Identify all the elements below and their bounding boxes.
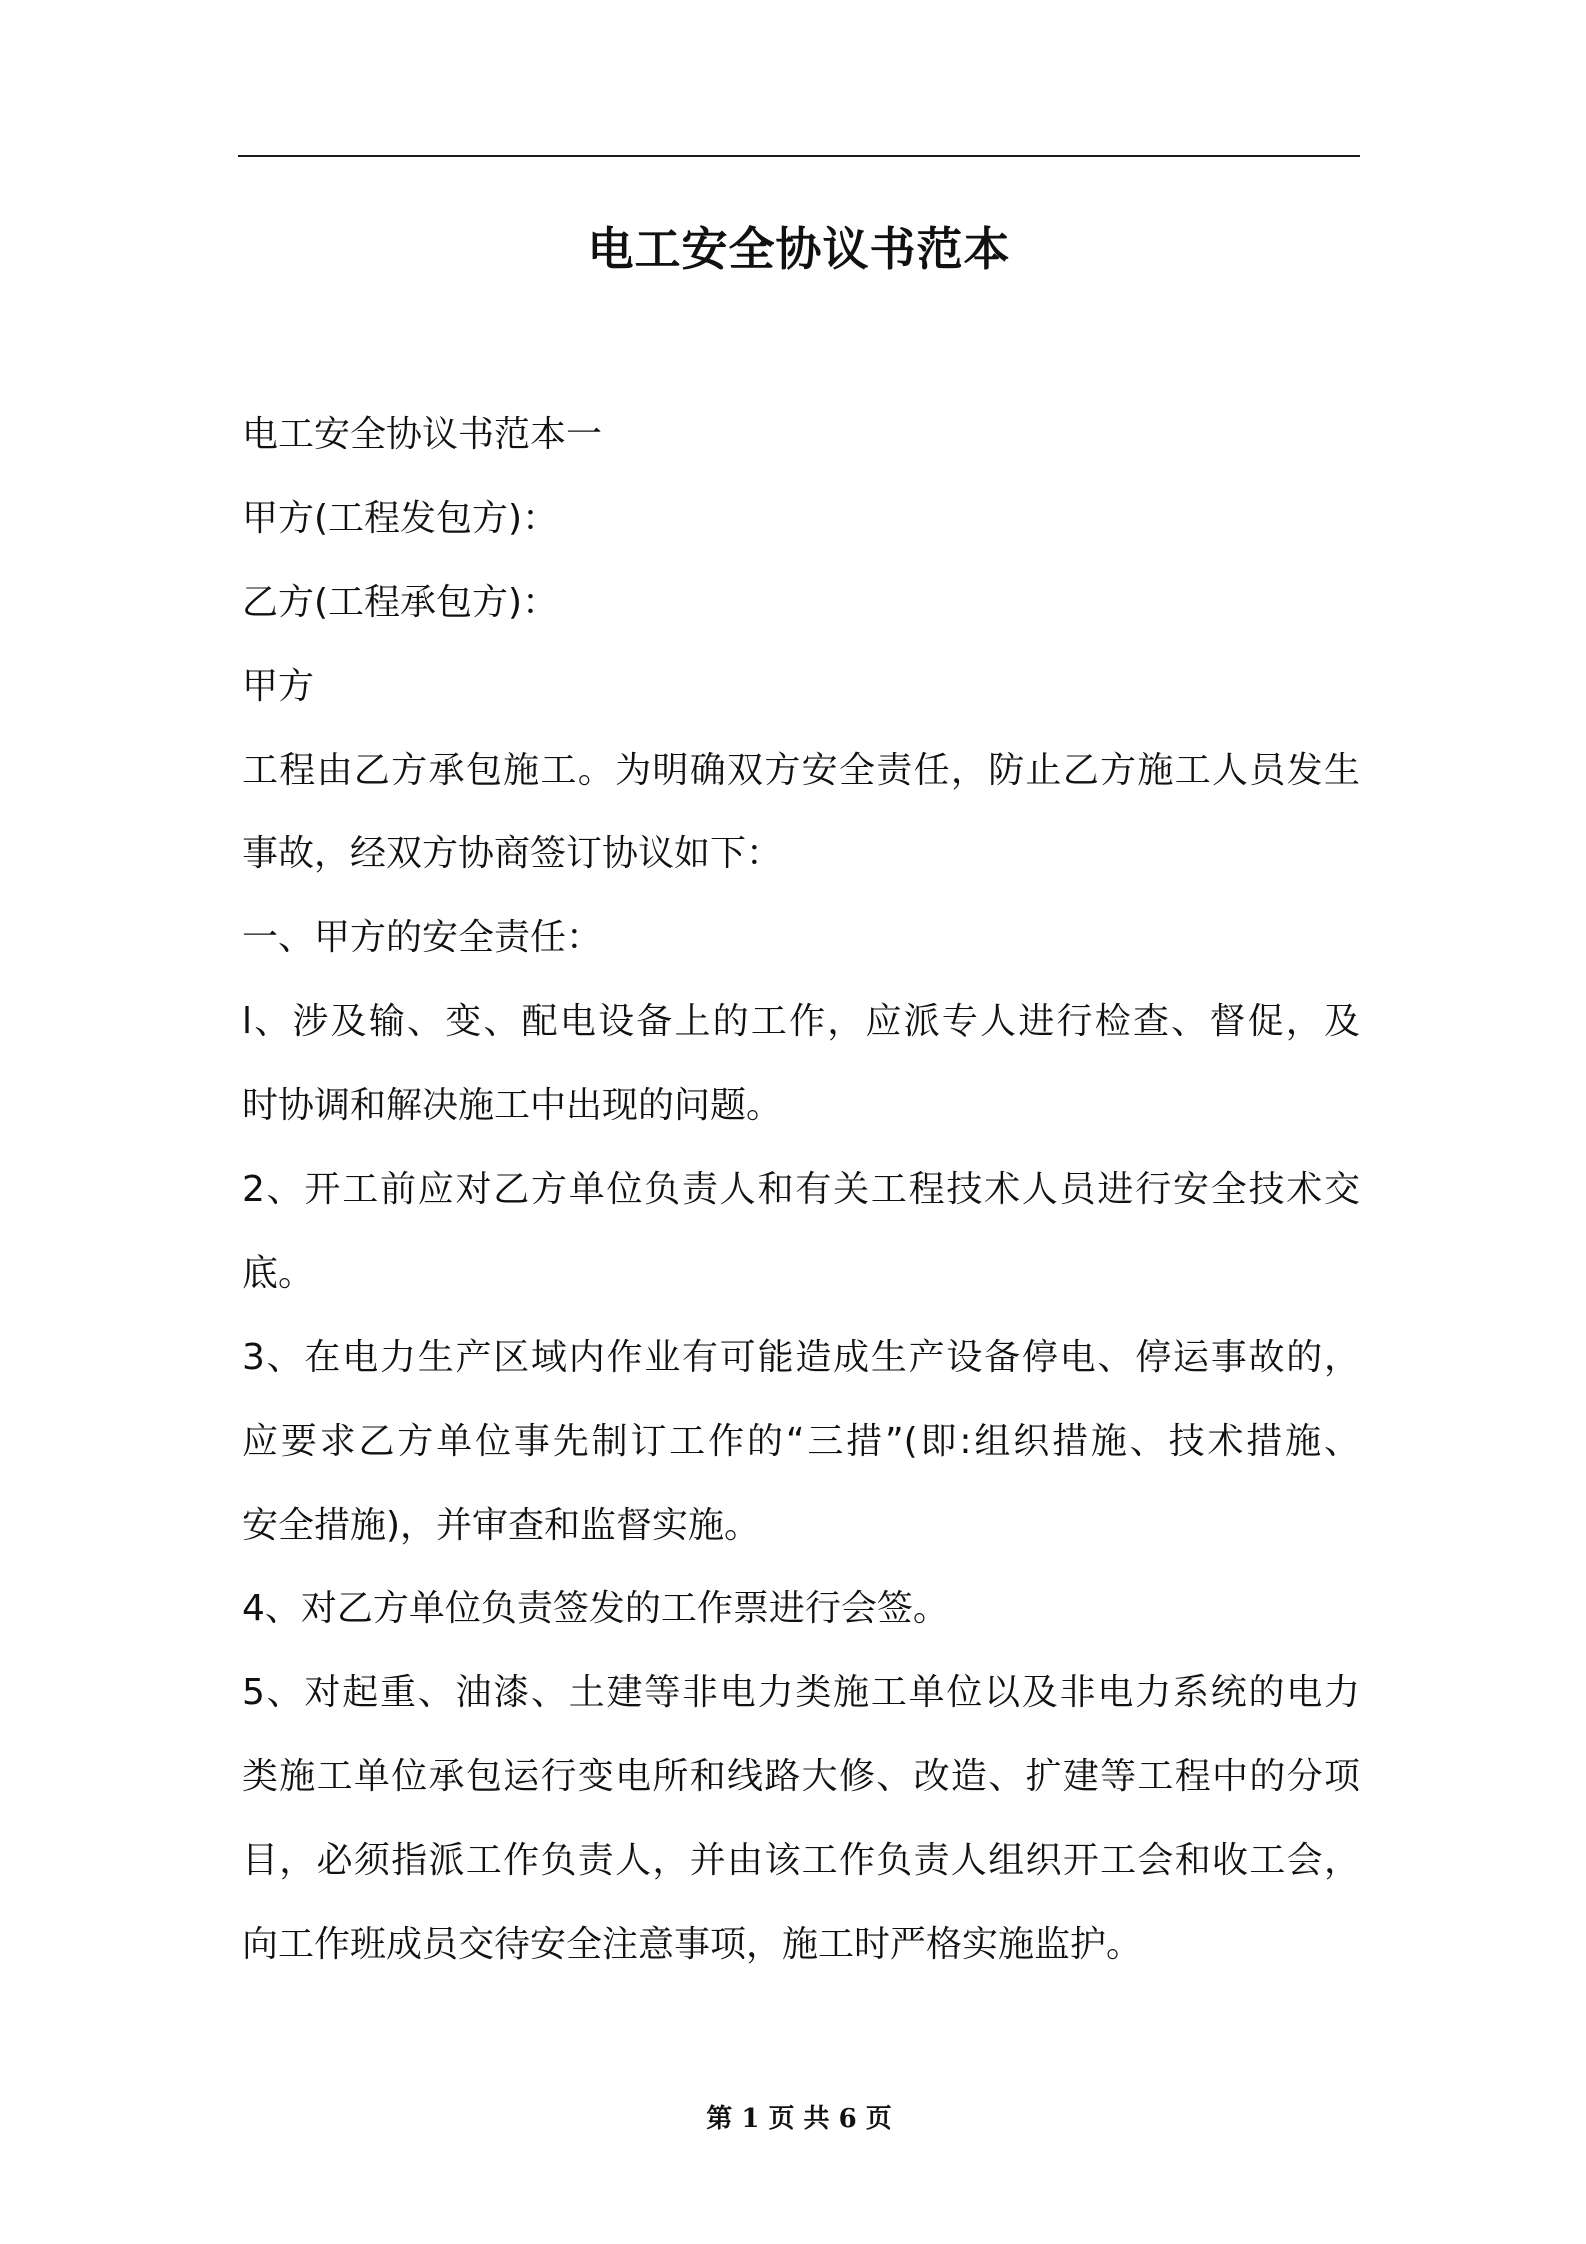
paragraph-subtitle xyxy=(242,393,1360,477)
paragraph-line: 甲方(工程发包方)： xyxy=(242,497,559,539)
paragraph-line: 3、在电力生产区域内作业有可能造成生产设备停电、停运事故的， xyxy=(242,1336,1360,1378)
paragraph xyxy=(242,645,1360,729)
paragraph-line: 2、开工前应对乙方单位负责人和有关工程技术人员进行安全技术交 xyxy=(242,1169,1360,1211)
paragraph-line: 向工作班成员交待安全注意事项，施工时严格实施监护。 xyxy=(242,1924,1143,1966)
section-heading xyxy=(242,896,1360,980)
paragraph-line: 类施工单位承包运行变电所和线路大修、改造、扩建等工程中的分项 xyxy=(242,1756,1360,1798)
paragraph-line: 甲方 xyxy=(242,665,315,707)
clause-4 xyxy=(242,1567,1360,1651)
paragraph-party-a xyxy=(242,477,1360,561)
clause-3 xyxy=(242,1316,1360,1568)
paragraph-line: 目，必须指派工作负责人，并由该工作负责人组织开工会和收工会， xyxy=(242,1840,1360,1882)
clause-5 xyxy=(242,1651,1360,1987)
paragraph-line: 安全措施)，并审查和监督实施。 xyxy=(242,1504,761,1546)
paragraph-line: l、涉及输、变、配电设备上的工作，应派专人进行检查、督促，及 xyxy=(242,1001,1360,1043)
paragraph-line: 4、对乙方单位负责签发的工作票进行会签。 xyxy=(242,1588,949,1630)
paragraph-line: 工程由乙方承包施工。为明确双方安全责任，防止乙方施工人员发生 xyxy=(242,749,1360,791)
paragraph-intro xyxy=(242,729,1360,897)
paragraph-line: 底。 xyxy=(242,1252,315,1294)
paragraph-line: 事故，经双方协商签订协议如下： xyxy=(242,833,783,875)
paragraph-line: 应要求乙方单位事先制订工作的“三措”(即:组织措施、技术措施、 xyxy=(242,1420,1360,1462)
paragraph-line: 一、甲方的安全责任： xyxy=(242,917,603,959)
document-title: 电工安全协议书范本 xyxy=(587,222,1011,276)
clause-1 xyxy=(242,980,1360,1148)
header-rule xyxy=(238,155,1360,157)
paragraph-line: 乙方(工程承包方)： xyxy=(242,581,559,623)
document-body xyxy=(242,393,1360,1987)
paragraph-line: 电工安全协议书范本一 xyxy=(242,414,603,455)
paragraph-line: 时协调和解决施工中出现的问题。 xyxy=(242,1085,783,1127)
page-number: 第 1 页 共 6 页 xyxy=(706,2104,892,2134)
paragraph-line: 5、对起重、油漆、土建等非电力类施工单位以及非电力系统的电力 xyxy=(242,1672,1360,1714)
paragraph-party-b xyxy=(242,561,1360,645)
clause-2 xyxy=(242,1148,1360,1316)
